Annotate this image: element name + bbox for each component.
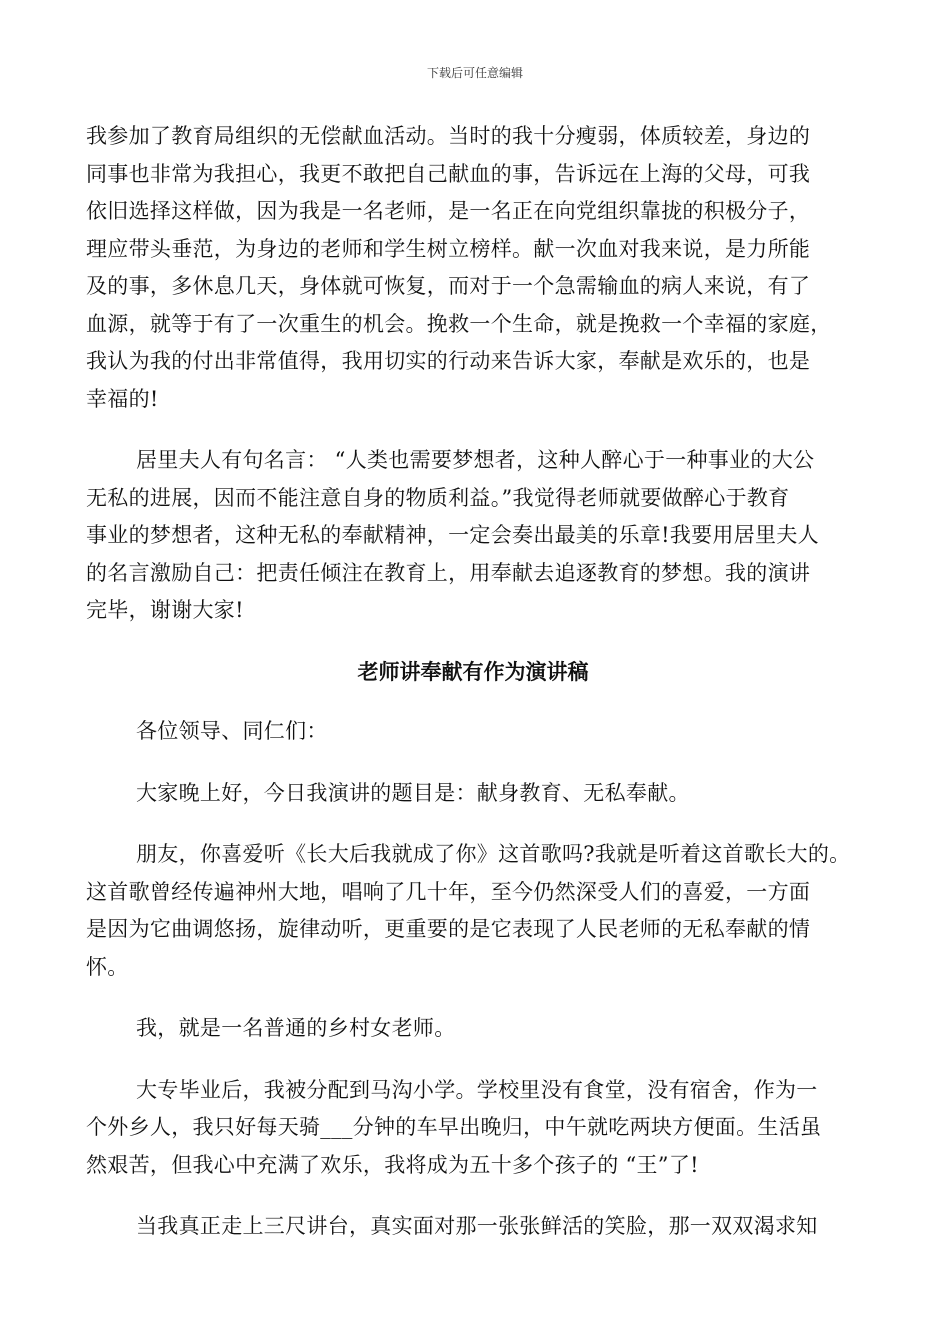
paragraph [86, 713, 860, 751]
paragraph-line: 我参加了教育局组织的无偿献血活动。当时的我十分瘦弱，体质较差，身边的 [86, 124, 811, 148]
paragraph-line: 完毕，谢谢大家! [86, 598, 244, 622]
paragraph-line: 这首歌曾经传遍神州大地，唱响了几十年，至今仍然深受人们的喜爱，一方面 [86, 879, 811, 904]
paragraph-line: 朋友，你喜爱听《长大后我就成了你》这首歌吗?我就是听着这首歌长大的。 [136, 842, 851, 866]
speech-title: 老师讲奉献有作为演讲稿 [357, 659, 589, 684]
paragraph-line: 是因为它曲调悠扬，旋律动听，更重要的是它表现了人民老师的无私奉献的情 [86, 917, 811, 941]
paragraph-line: 然艰苦，但我心中充满了欢乐，我将成为五十多个孩子的 “王”了! [86, 1152, 699, 1177]
paragraph-line: 大家晚上好，今日我演讲的题目是：献身教育、无私奉献。 [136, 780, 690, 805]
paragraph-line: 无私的进展，因而不能注意自身的物质利益。”我觉得老师就要做醉心于教育 [86, 485, 790, 510]
page-header: 下载后可任意编辑 [426, 66, 523, 80]
section-before-title [86, 118, 860, 630]
paragraph-line: 我认为我的付出非常值得，我用切实的行动来告诉大家，奉献是欢乐的，也是 [86, 349, 811, 373]
paragraph-line: 居里夫人有句名言： “人类也需要梦想者，这种人醉心于一种事业的大公 [136, 448, 815, 472]
paragraph-line: 当我真正走上三尺讲台，真实面对那一张张鲜活的笑脸，那一双双渴求知 [136, 1214, 818, 1238]
paragraph [86, 836, 860, 986]
document-body [86, 118, 860, 1270]
paragraph-line: 幸福的! [86, 386, 159, 411]
paragraph-line: 我，就是一名普通的乡村女老师。 [136, 1016, 456, 1040]
paragraph-line: 事业的梦想者，这种无私的奉献精神，一定会奏出最美的乐章!我要用居里夫人 [86, 523, 819, 547]
section-after-title [86, 713, 860, 1246]
paragraph-line: 大专毕业后，我被分配到马沟小学。学校里没有食堂，没有宿舍，作为一 [136, 1077, 818, 1102]
paragraph [86, 775, 860, 813]
paragraph [86, 118, 860, 418]
paragraph-line: 同事也非常为我担心，我更不敢把自己献血的事，告诉远在上海的父母，可我 [86, 161, 811, 186]
paragraph-line: 及的事，多休息几天，身体就可恢复，而对于一个急需输血的病人来说，有了 [86, 274, 811, 298]
paragraph-line: 怀。 [86, 954, 129, 979]
paragraph-line: 的名言激励自己：把责任倾注在教育上，用奉献去追逐教育的梦想。我的演讲 [86, 560, 811, 585]
paragraph [86, 1072, 860, 1185]
paragraph-line: 血源，就等于有了一次重生的机会。挽救一个生命，就是挽救一个幸福的家庭， [86, 311, 832, 336]
paragraph-line: 理应带头垂范，为身边的老师和学生树立榜样。献一次血对我来说，是力所能 [86, 236, 811, 261]
paragraph [86, 442, 860, 630]
paragraph-line: 依旧选择这样做，因为我是一名老师，是一名正在向党组织靠拢的积极分子， [86, 199, 811, 223]
paragraph [86, 1010, 860, 1048]
paragraph [86, 1208, 860, 1246]
paragraph-line: 个外乡人，我只好每天骑___分钟的车早出晚归，中午就吃两块方便面。生活虽 [86, 1115, 822, 1139]
paragraph-line: 各位领导、同仁们： [136, 719, 328, 743]
